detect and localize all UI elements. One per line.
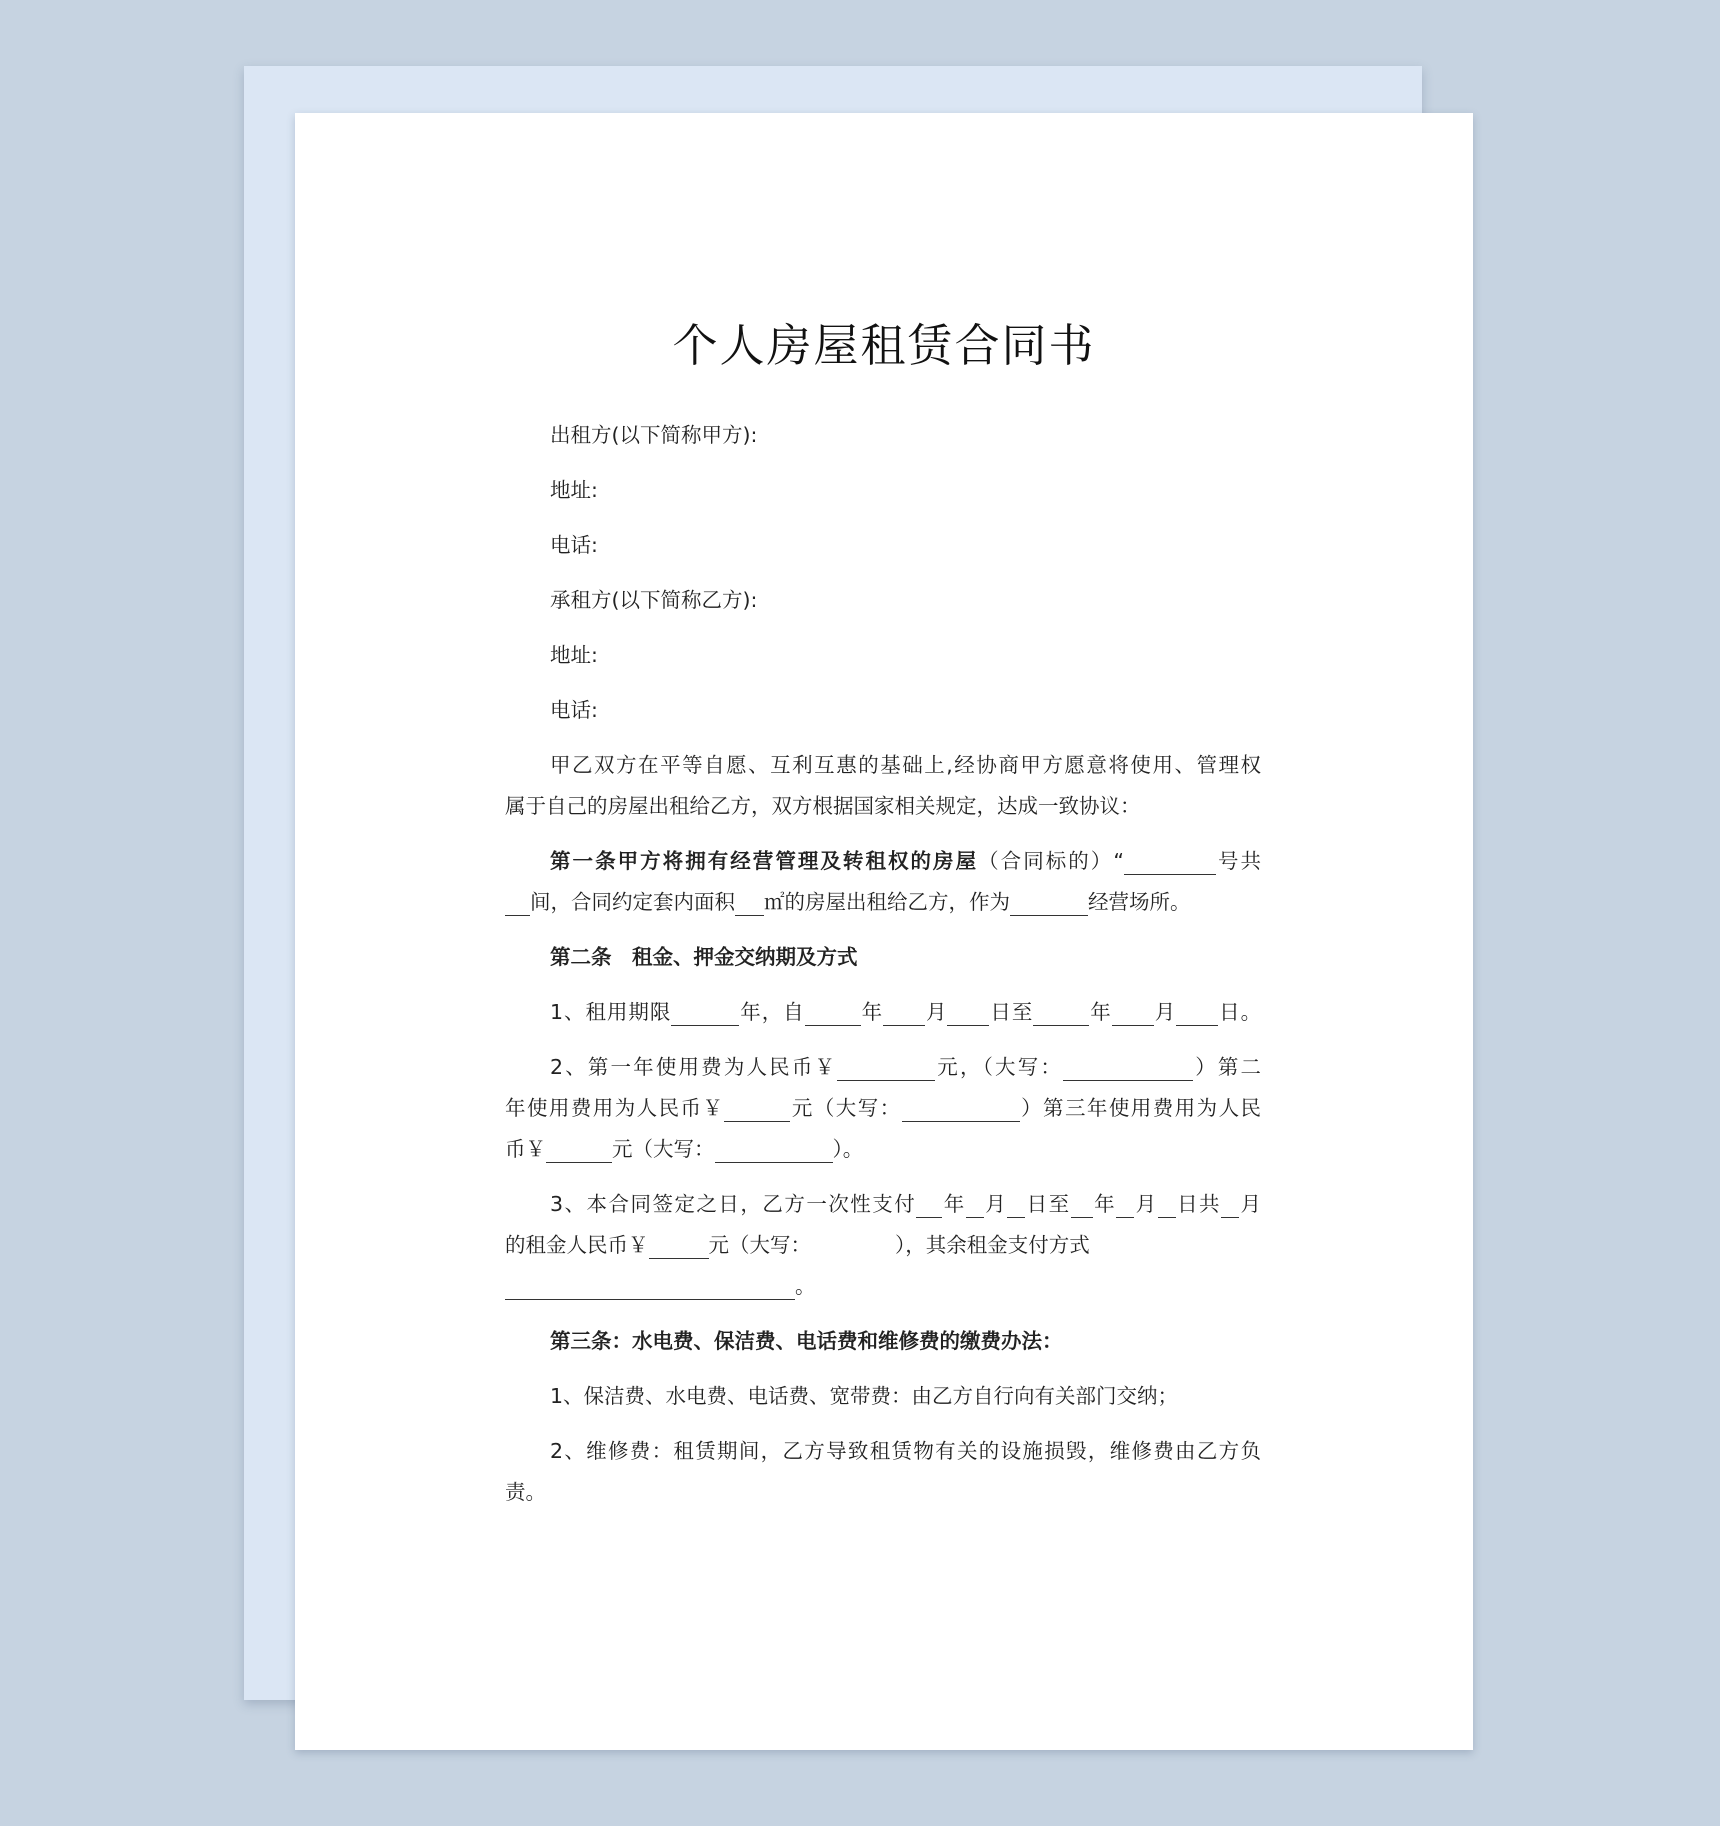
blank-field <box>805 999 861 1026</box>
text: 月 <box>1239 1192 1262 1216</box>
intro-line: 属于自己的房屋出租给乙方，双方根据国家相关规定，达成一致协议： <box>505 794 1141 818</box>
article-2 <box>505 937 1261 978</box>
text: ），其余租金支付方式 <box>895 1233 1090 1257</box>
blank-field <box>1124 848 1216 875</box>
blank-field <box>735 889 764 916</box>
article-3-item-1 <box>505 1376 1261 1417</box>
blank-field <box>1071 1191 1093 1218</box>
text: 日。 <box>1218 1000 1262 1024</box>
text: 经营场所。 <box>1088 890 1191 914</box>
phone-label: 电话: <box>550 698 598 722</box>
blank-field <box>1007 1191 1025 1218</box>
article-2-heading: 第二条 租金、押金交纳期及方式 <box>550 945 858 969</box>
article-1-line <box>505 841 1261 882</box>
blank-field <box>966 1191 984 1218</box>
text: 日至 <box>989 1000 1034 1024</box>
blank-field <box>1221 1191 1239 1218</box>
text: ）第二 <box>1193 1055 1262 1079</box>
item-line <box>505 1129 1261 1170</box>
document-title: 个人房屋租赁合同书 <box>672 319 1096 372</box>
item-line <box>505 1266 1261 1307</box>
blank-field <box>1010 889 1088 916</box>
blank-field <box>715 1136 833 1163</box>
party-lessor <box>505 415 1261 456</box>
item-line: 责。 <box>505 1480 546 1504</box>
text: 日至 <box>1025 1192 1071 1216</box>
party-lessor-phone <box>505 525 1261 566</box>
text: 月 <box>925 1000 948 1024</box>
blank-field <box>1063 1054 1193 1081</box>
blank-field <box>649 1232 709 1259</box>
blank-field <box>546 1136 612 1163</box>
blank-field <box>1033 999 1089 1026</box>
article-1 <box>505 841 1261 923</box>
text: 元（大写： <box>612 1137 715 1161</box>
text: ㎡的房屋出租给乙方，作为 <box>764 890 1010 914</box>
text: 3、本合同签定之日，乙方一次性支付 <box>550 1192 917 1216</box>
intro-line: 甲乙双方在平等自愿、互利互惠的基础上,经协商甲方愿意将使用、管理权 <box>550 753 1261 777</box>
article-1-line <box>505 882 1261 923</box>
text: 币￥ <box>505 1137 546 1161</box>
address-label: 地址: <box>550 478 598 502</box>
article-1-heading: 第一条甲方将拥有经营管理及转租权的房屋 <box>550 849 979 873</box>
text: ）第三年使用费用为人民 <box>1019 1096 1262 1120</box>
blank-field <box>1116 1191 1134 1218</box>
text: 年 <box>1089 1000 1112 1024</box>
blank-field <box>837 1054 935 1081</box>
text: ）。 <box>832 1137 864 1161</box>
text: 1、租用期限 <box>550 1000 672 1024</box>
text: 年，自 <box>739 1000 805 1024</box>
text: 2、第一年使用费为人民币￥ <box>550 1055 838 1079</box>
blank-field <box>916 1191 942 1218</box>
party-lessor-address <box>505 470 1261 511</box>
article-3-heading: 第三条：水电费、保洁费、电话费和维修费的缴费办法： <box>550 1329 1063 1353</box>
blank-field <box>505 889 530 916</box>
text: 年使用费用为人民币￥ <box>505 1096 725 1120</box>
blank-field <box>1176 999 1218 1026</box>
text: 日共 <box>1175 1192 1222 1216</box>
text: 号共 <box>1215 849 1262 873</box>
empty-space <box>811 1242 895 1252</box>
intro-paragraph <box>505 745 1261 827</box>
item-line <box>505 1088 1261 1129</box>
party-lessee-address <box>505 635 1261 676</box>
article-2-item-3 <box>505 1184 1261 1307</box>
blank-field <box>947 999 989 1026</box>
article-2-item-2 <box>505 1047 1261 1170</box>
document-page <box>295 113 1473 1750</box>
party-lessee <box>505 580 1261 621</box>
text: 。 <box>795 1274 816 1298</box>
lessor-label: 出租方(以下简称甲方): <box>550 423 758 447</box>
item-line <box>505 1184 1261 1225</box>
party-lessee-phone <box>505 690 1261 731</box>
article-2-item-1 <box>505 992 1261 1033</box>
text: 月 <box>1134 1192 1158 1216</box>
text: 月 <box>983 1192 1008 1216</box>
document-body <box>505 415 1261 1527</box>
text: 年 <box>860 1000 884 1024</box>
text: （合同标的）“ <box>978 849 1124 873</box>
text: 间，合同约定套内面积 <box>530 890 735 914</box>
blank-field <box>671 999 739 1026</box>
text: 年 <box>1092 1192 1117 1216</box>
item-line: 2、维修费：租赁期间，乙方导致租赁物有关的设施损毁，维修费由乙方负 <box>550 1439 1261 1463</box>
blank-field <box>724 1095 790 1122</box>
blank-field <box>883 999 925 1026</box>
blank-field <box>902 1095 1020 1122</box>
article-3 <box>505 1321 1261 1362</box>
text: 元（大写： <box>790 1096 902 1120</box>
text: 元，（大写： <box>935 1055 1064 1079</box>
item-line <box>505 992 1261 1033</box>
address-label: 地址: <box>550 643 598 667</box>
text: 的租金人民币￥ <box>505 1233 649 1257</box>
text: 年 <box>942 1192 966 1216</box>
lessee-label: 承租方(以下简称乙方): <box>550 588 758 612</box>
blank-field <box>1112 999 1154 1026</box>
item-line: 1、保洁费、水电费、电话费、宽带费：由乙方自行向有关部门交纳； <box>550 1384 1179 1408</box>
text: 元（大写： <box>708 1233 811 1257</box>
article-3-item-2 <box>505 1431 1261 1513</box>
blank-field <box>1158 1191 1176 1218</box>
phone-label: 电话: <box>550 533 598 557</box>
text: 月 <box>1153 1000 1177 1024</box>
blank-field <box>505 1273 795 1300</box>
item-line <box>505 1225 1261 1266</box>
item-line <box>505 1047 1261 1088</box>
